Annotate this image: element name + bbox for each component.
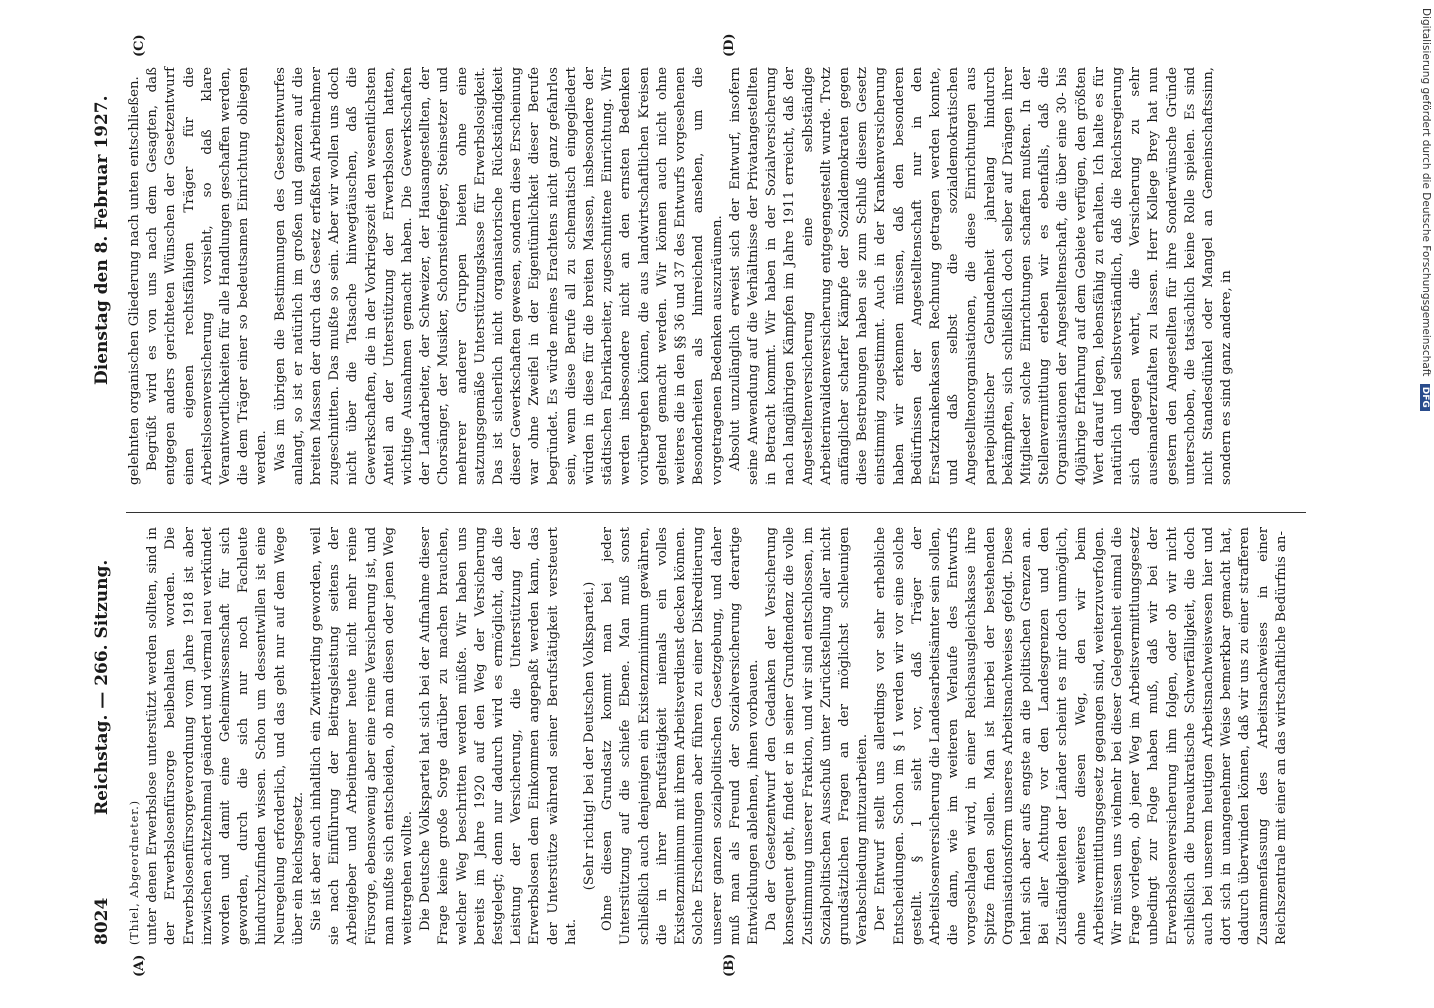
paragraph: Begrüßt wird es von uns nach dem Gesagten, daß entgegen anders gerichteten Wünschen der Gesetzentwurf einen eigenen rechtsfähigen Träger für die Arbeitslosenversicherung vorsieht, so daß klare Verantwortlichkeiten für alle Handlungen geschaffen werden, die dem Träger einer so bedeutsamen Einrichtung obliegen werden.: [145, 66, 270, 485]
paragraph: Absolut unzulänglich erweist sich der Entwurf, insofern seine Anwendung auf die Verhältnisse der Privatangestellten in Betracht kommt. Wir haben in der Sozialversicherung nach langjährigen Kämpfen im Jahre 1911 erreicht, daß der Angestelltenversicherung eine selbständige Arbeiterinvalidenversicherung entgegengestellt wurde. Trotz anfänglicher scharfer Kämpfe der Sozialdemokraten gegen diese Bestrebungen haben sie zum Schluß diesem Gesetz einstimmig zugestimmt. Auch in der Krankenversicherung haben wir erkennen müssen, daß den besonderen Bedürfnissen der Angestelltenschaft nur in den Ersatzkrankenkassen Rechnung getragen werden konnte, und daß selbst die sozialdemokratischen Angestelltenorganisationen, die diese Einrichtungen aus parteipolitischer Gebundenheit jahrelang hindurch bekämpften, sich schließlich doch selber auf Drängen ihrer Mitglieder solche Einrichtungen schaffen mußten. In der Stellenvermittlung erleben wir es ebenfalls, daß die Organisationen der Angestelltenschaft, die über eine 30- bis 40jährige Erfahrung auf dem Gebiete verfügen, den größten Wert darauf legen, lebensfähig zu erhalten. Ich halte es für natürlich und selbstverständlich, daß die Reichsregierung sich dagegen wehrt, die Versicherung zu sehr auseinanderzufalten zu lassen. Herr Kollege Brey hat nun gestern den Angestellten für ihre Sonderwünsche Gründe unterschoben, die tatsächlich keine Rolle spielen. Es sind nicht Standesdünkel oder Mangel an Gemeinschaftssinn, sondern es sind ganz andere, in: [727, 67, 1235, 485]
speaker-note: (Thiel, Abgeordneter.): [128, 799, 141, 945]
left-column: [126, 527, 1289, 945]
interjection: (Sehr richtig! bei der Deutschen Volkspartei.): [582, 581, 598, 891]
right-column: [126, 67, 1286, 485]
page-header: [88, 45, 118, 945]
paragraph: Was im übrigen die Bestimmungen des Gesetzentwurfes anlangt, so ist er natürlich im großen und ganzen auf die breiten Massen der durch das Gesetz erfaßten Arbeitnehmer zugeschnitten. Das mußte so sein. Aber wir wollen uns doch nicht über die Tatsache hinwegtäuschen, daß die Gewerkschaften, die in der Vorkriegszeit den wesentlichsten Anteil an der Unterstützung der Erwerbslosen hatten, wichtige Ausnahmen gemacht haben. Die Gewerkschaften der Landarbeiter, der Schweizer, der Hausangestellten, der Chorsänger, der Musiker, Schornsteinfeger, Steinsetzer und mehrerer anderer Gruppen bieten ohne eine satzungsgemäße Unterstützungskasse für Erwerbslosigkeit. Das ist sicherlich nicht organisatorische Rückständigkeit dieser Gewerkschaften gewesen, sondern diese Erscheinung war ohne Zweifel in der Eigentümlichkeit dieser Berufe begründet. Es würde meines Erachtens nicht ganz gefahrlos sein, wenn diese Berufe all zu schematisch eingegliedert würden in diese für die breiten Massen, insbesondere der städtischen Fabrikarbeiter, zugeschnittene Einrichtung. Wir werden insbesondere nicht an den ernsten Bedenken vorübergehen können, die aus landwirtschaftlichen Kreisen geltend gemacht werden. Wir können auch nicht ohne weiteres die in den §§ 36 und 37 des Entwurfs vorgesehenen Besonderheiten als hinreichend ansehen, um die vorgetragenen Bedenken auszuräumen.: [272, 67, 725, 485]
margin-marker-c: (C): [132, 34, 147, 57]
header-session: Reichstag. — 266. Sitzung.: [92, 559, 112, 815]
margin-marker-b: (B): [722, 953, 737, 977]
paragraph: Sie ist aber auch inhaltlich ein Zwitterding geworden, weil sie nach Einführung der Beitragsleistung seitens der Arbeitgeber und Arbeitnehmer heute nicht mehr reine Fürsorge, ebensowenig aber eine reine Versicherung ist, und man mußte sich entscheiden, ob man diesen oder jenen Weg weitergehen wollte.: [309, 527, 416, 945]
margin-marker-a: (A): [132, 954, 147, 977]
page-number: 8024: [92, 897, 112, 945]
document-page: [82, 15, 1382, 985]
paragraph: unter denen Erwerbslose unterstützt werden sollten, sind in der Erwerbslosenfürsorge beibehalten worden. Die Erwerbslosenfürsorgeverordnung vom Jahre 1918 ist aber inzwischen achtzehnmal geändert und viermal neu verkündet worden und damit eine Geheimwissenschaft für sich geworden, durch die sich nur noch Fachleute hindurchzufinden wissen. Schon um dessentwillen ist eine Neuregelung erforderlich, und das geht nur auf dem Wege über ein Reichsgesetz.: [145, 527, 306, 945]
margin-marker-d: (D): [722, 33, 737, 57]
funding-text: Digitalisierung gefördert durch die Deutsche Forschungsgemeinschaft: [1420, 8, 1432, 377]
paragraph: gelehnten organischen Gliederung nach unten entschließen.: [127, 76, 142, 485]
dfg-logo: DFG: [1420, 384, 1430, 411]
header-date: Dienstag den 8. Februar 1927.: [92, 95, 112, 385]
funding-note: [1414, 8, 1432, 1008]
paragraph: Da der Gesetzentwurf den Gedanken der Versicherung konsequent geht, findet er in seiner Grundtendenz die volle Zustimmung unserer Fraktion, und wir sind entschlossen, im Sozialpolitischen Ausschuß unter Zurückstellung aller nicht grundsätzlichen Fragen an der möglichst schleunigen Verabschiedung mitzuarbeiten.: [764, 527, 871, 945]
paragraph: Ohne diesen Grundsatz kommt man bei jeder Unterstützung auf die schiefe Ebene. Man muß sonst schließlich auch denjenigen ein Existenzminimum gewähren, die in ihrer Berufstätigkeit niemals ein volles Existenzminimum mit ihrem Arbeitsverdienst decken können. Solche Erscheinungen aber führen zu einer Diskreditierung unserer ganzen sozialpolitischen Gesetzgebung, und daher muß man als Freund der Sozialversicherung derartige Entwicklungen ablehnen, ihnen vorbauen.: [600, 527, 761, 945]
paragraph: Der Entwurf stellt uns allerdings vor sehr erhebliche Entscheidungen. Schon im § 1 werden wir vor eine solche gestellt. § 1 sieht vor, daß Träger der Arbeitslosenversicherung die Landesarbeitsämter sein sollen, die dann, wie im weiteren Verlaufe des Entwurfs vorgeschlagen wird, in einer Reichsausgleichskasse ihre Spitze finden sollen. Man ist hierbei der bestehenden Organisationsform unseres Arbeitsnachweises gefolgt. Diese lehnt sich aber aufs engste an die politischen Grenzen an. Bei aller Achtung vor den Landesgrenzen und den Zuständigkeiten der Länder scheint es mir doch unmöglich, ohne weiteres diesen Weg, den wir beim Arbeitsvermittlungsgesetz gegangen sind, weiterzuverfolgen. Wir müssen uns vielmehr bei dieser Gelegenheit einmal die Frage vorlegen, ob jener Weg im Arbeitsvermittlungsgesetz unbedingt zur Folge haben muß, daß wir bei der Erwerbslosenversicherung ihm folgen, oder ob wir nicht schließlich die bureaukratische Schwerfälligkeit, die doch auch bei unserem heutigen Arbeitsnachweiswesen hier und dort sich in unangenehmer Weise bemerkbar gemacht hat, dadurch überwinden können, daß wir uns zu einer strafferen Zusammenfassung des Arbeitsnachweises in einer Reichszentrale mit einer an das wirtschaftliche Bedürfnis an-: [873, 527, 1289, 945]
column-divider: [126, 512, 1306, 513]
paragraph: Die Deutsche Volkspartei hat sich bei der Aufnahme dieser Frage keine große Sorge darüber zu machen brauchen, welcher Weg beschritten werden müßte. Wir haben uns bereits im Jahre 1920 auf den Weg der Versicherung festgelegt; denn nur dadurch wird es ermöglicht, daß die Leistung der Versicherung, die Unterstützung der Erwerbslosen dem Einkommen angepaßt werden kann, das der Unterstütze während seiner Berufstätigkeit versteuert hat.: [418, 527, 579, 945]
